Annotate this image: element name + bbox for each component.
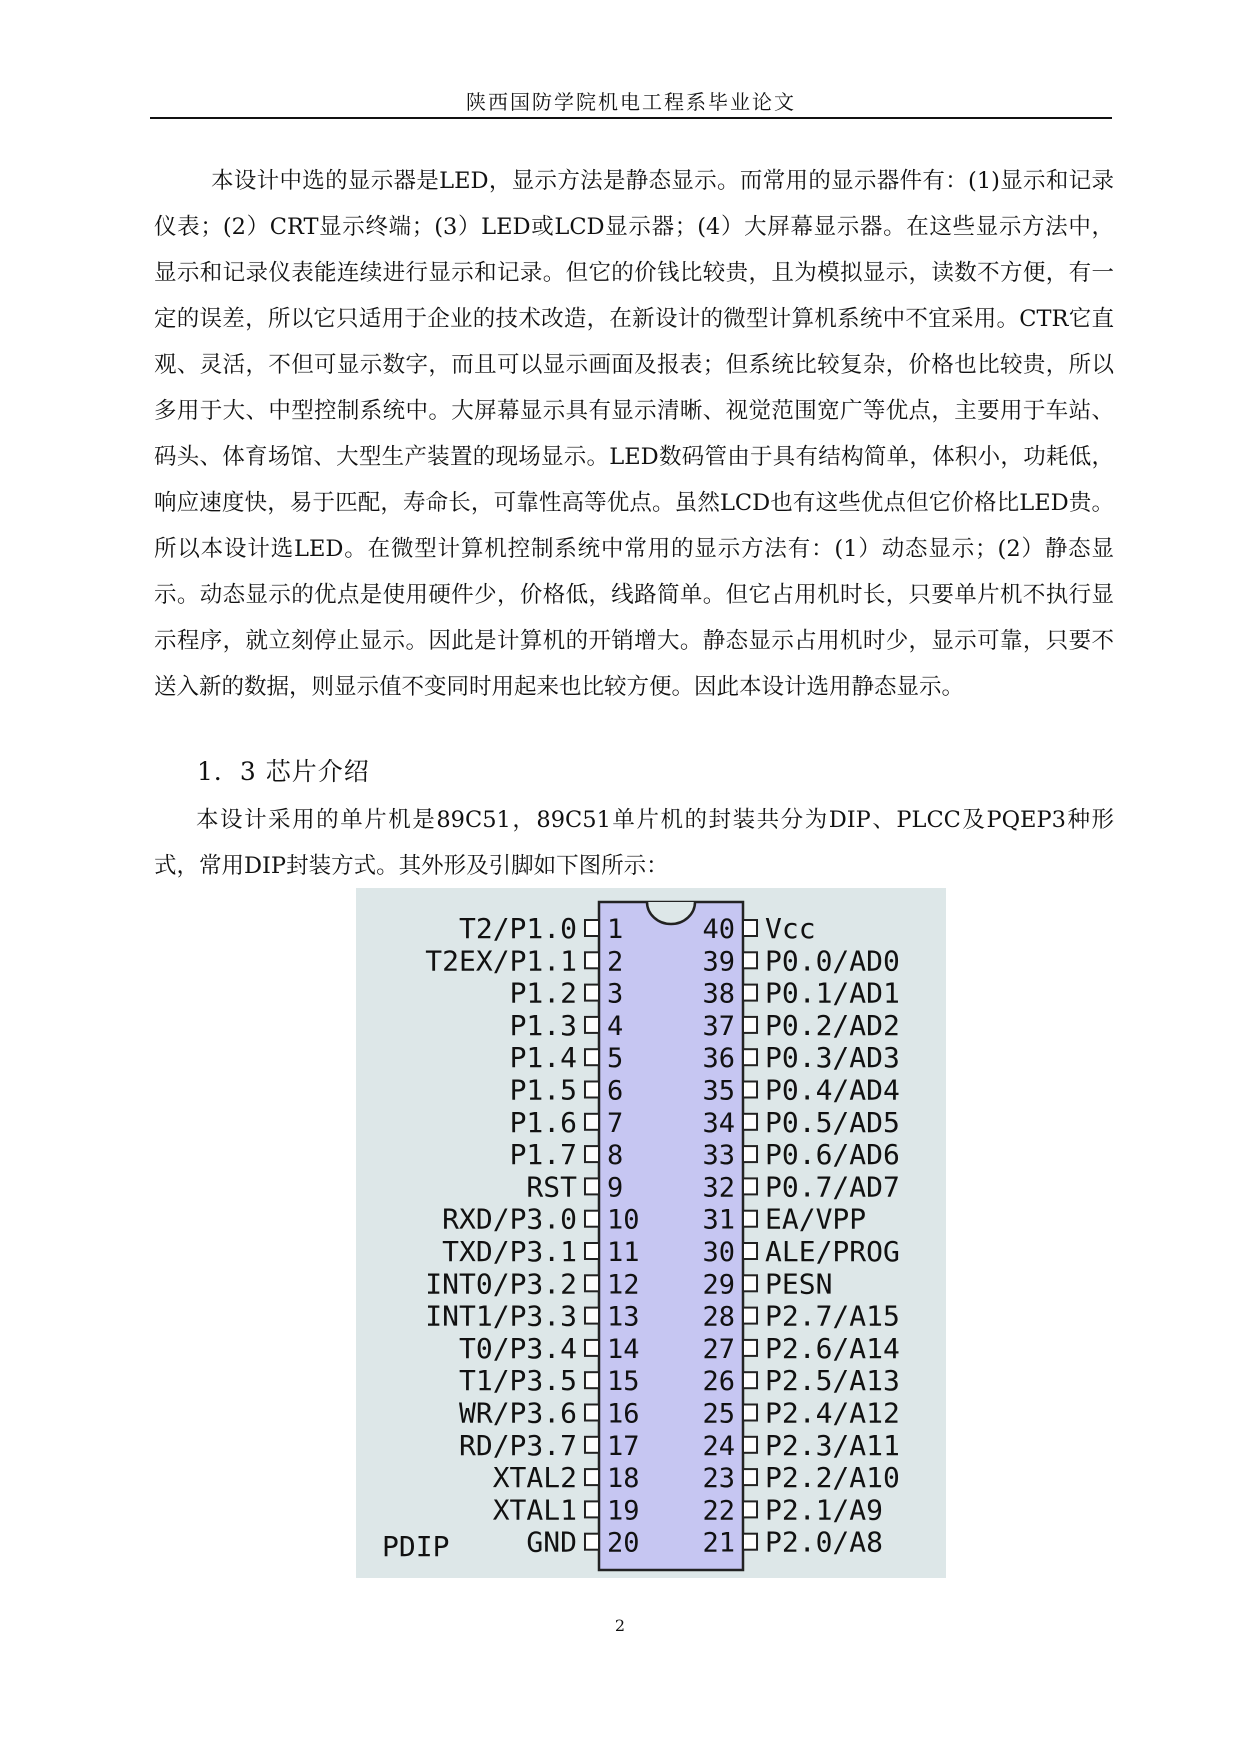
pin-number-right: 25 [702,1398,735,1430]
pin-right-37 [743,1017,757,1033]
pin-number-right: 29 [702,1269,735,1301]
pin-left-5 [585,1049,599,1065]
pin-left-17 [585,1437,599,1453]
pin-left-7 [585,1114,599,1130]
pin-right-21 [743,1534,757,1550]
pin-label-left: INT0/P3.2 [425,1267,577,1301]
pin-number-right: 23 [702,1463,735,1495]
pin-label-right: PESN [765,1267,833,1301]
pin-right-24 [743,1437,757,1453]
pin-right-27 [743,1340,757,1356]
pin-number-left: 14 [607,1333,640,1365]
pin-label-right: EA/VPP [765,1202,867,1236]
pin-left-12 [585,1275,599,1291]
body-text [154,158,1114,710]
pin-label-left: T0/P3.4 [458,1331,577,1365]
pin-right-35 [743,1082,757,1098]
pin-label-left: XTAL1 [492,1493,577,1527]
pin-label-right: ALE/PROG [765,1235,900,1268]
pin-label-left: P1.6 [509,1105,577,1139]
pin-number-right: 24 [702,1430,735,1462]
pin-number-left: 18 [607,1463,640,1495]
pin-left-9 [585,1178,599,1194]
package-label: PDIP [382,1530,450,1563]
pin-number-right: 35 [702,1075,735,1107]
pin-label-left: P1.5 [509,1073,577,1107]
pin-label-left: P1.4 [509,1041,577,1075]
pin-left-8 [585,1146,599,1162]
pin-number-right: 40 [702,914,735,945]
pin-number-left: 9 [607,1172,624,1204]
pin-label-right: P2.0/A8 [765,1525,884,1559]
pin-number-right: 21 [702,1527,735,1559]
pin-right-30 [743,1243,757,1259]
pin-number-left: 16 [607,1398,640,1430]
page-number: 2 [614,1616,626,1635]
pin-label-left: RXD/P3.0 [442,1202,577,1236]
pin-number-right: 32 [702,1172,735,1204]
pin-label-left: RST [526,1170,577,1204]
pin-number-right: 38 [702,978,735,1010]
pin-number-left: 3 [607,978,624,1010]
pin-label-right: P0.2/AD2 [765,1008,900,1042]
pin-left-19 [585,1501,599,1517]
pin-label-right: P2.6/A14 [765,1331,900,1365]
pin-left-1 [585,920,599,936]
pin-right-33 [743,1146,757,1162]
pin-label-right: P0.0/AD0 [765,944,900,978]
pin-label-right: P0.1/AD1 [765,976,900,1010]
pin-label-left: XTAL2 [492,1461,577,1495]
pin-label-right: P2.5/A13 [765,1364,900,1398]
pin-number-right: 28 [702,1301,735,1333]
pin-label-right: Vcc [765,912,816,945]
pin-label-left: GND [526,1525,577,1559]
pin-label-left: INT1/P3.3 [425,1299,577,1333]
pin-right-23 [743,1469,757,1485]
page-header: 陕西国防学院机电工程系毕业论文 [466,90,796,114]
pin-left-11 [585,1243,599,1259]
pin-left-2 [585,952,599,968]
pin-number-left: 5 [607,1043,624,1075]
pin-label-left: TXD/P3.1 [442,1235,577,1268]
pin-left-10 [585,1211,599,1227]
pin-number-right: 26 [702,1366,735,1398]
paragraph-chip-intro: 本设计采用的单片机是89C51，89C51单片机的封装共分为DIP、PLCC及PQEP3种形式，常用DIP封装方式。其外形及引脚如下图所示： [154,807,1114,879]
pin-label-right: P0.3/AD3 [765,1041,900,1075]
pin-number-left: 12 [607,1269,640,1301]
pin-right-26 [743,1372,757,1388]
pin-left-6 [585,1082,599,1098]
section-heading: 1．3 芯片介绍 [197,757,370,786]
pin-label-left: T2EX/P1.1 [425,944,577,978]
pin-right-40 [743,920,757,936]
pin-number-right: 27 [702,1333,735,1365]
pin-label-right: P2.1/A9 [765,1493,884,1527]
pin-number-left: 10 [607,1204,640,1236]
pin-right-29 [743,1275,757,1291]
pin-label-left: P1.2 [509,976,577,1010]
pin-right-31 [743,1211,757,1227]
pin-number-left: 13 [607,1301,640,1333]
pin-right-25 [743,1405,757,1421]
pin-number-right: 34 [702,1107,735,1139]
pin-right-22 [743,1501,757,1517]
pin-label-left: T1/P3.5 [458,1364,577,1398]
pin-number-left: 11 [607,1237,640,1268]
pin-left-16 [585,1405,599,1421]
pin-number-left: 7 [607,1107,624,1139]
pin-right-34 [743,1114,757,1130]
pin-number-left: 15 [607,1366,640,1398]
pin-label-left: T2/P1.0 [458,912,577,945]
pin-number-left: 1 [607,914,624,945]
pin-number-left: 20 [607,1527,640,1559]
pin-label-right: P2.2/A10 [765,1461,900,1495]
pin-label-right: P0.5/AD5 [765,1105,900,1139]
chip-pinout-figure [356,888,946,1578]
pin-right-32 [743,1178,757,1194]
pin-number-right: 36 [702,1043,735,1075]
pin-right-39 [743,952,757,968]
pin-number-left: 19 [607,1495,640,1527]
pin-label-right: P2.7/A15 [765,1299,900,1333]
pin-label-right: P0.7/AD7 [765,1170,900,1204]
pin-number-right: 37 [702,1010,735,1042]
pin-number-left: 6 [607,1075,624,1107]
pin-label-left: WR/P3.6 [458,1396,577,1430]
pin-right-38 [743,985,757,1001]
pin-left-4 [585,1017,599,1033]
pin-left-14 [585,1340,599,1356]
paragraph-display-methods: 本设计中选的显示器是LED，显示方法是静态显示。而常用的显示器件有：(1)显示和记录仪表；(2）CRT显示终端；(3）LED或LCD显示器；(4）大屏幕显示器。在这些显示方法中，显示和记录仪表能连续进行显示和记录。但它的价钱比较贵，且为模拟显示，读数不方便，有一定的误差，所以它只适用于企业的技术改造，在新设计的微型计算机系统中不宜采用。CTR它直观、灵活，不但可显示数字，而且可以显示画面及报表；但系统比较复杂，价格也比较贵，所以多用于大、中型控制系统中。大屏幕显示具有显示清晰、视觉范围宽广等优点，主要用于车站、码头、体育场馆、大型生产装置的现场显示。LED数码管由于具有结构简单，体积小，功耗低，响应速度快，易于匹配，寿命长，可靠性高等优点。虽然LCD也有这些优点但它价格比LED贵。所以本设计选LED。在微型计算机控制系统中常用的显示方法有：(1）动态显示；(2）静态显示。动态显示的优点是使用硬件少，价格低，线路简单。但它占用机时长，只要单片机不执行显示程序，就立刻停止显示。因此是计算机的开销增大。静态显示占用机时少，显示可靠，只要不送入新的数据，则显示值不变同时用起来也比较方便。因此本设计选用静态显示。 [154,168,1114,700]
pin-label-left: P1.3 [509,1008,577,1042]
pin-left-18 [585,1469,599,1485]
pin-left-15 [585,1372,599,1388]
pin-number-left: 17 [607,1430,640,1462]
pin-left-20 [585,1534,599,1550]
pin-number-right: 39 [702,946,735,978]
pin-left-13 [585,1308,599,1324]
pin-right-36 [743,1049,757,1065]
pin-label-right: P2.3/A11 [765,1428,900,1462]
pin-number-left: 4 [607,1010,624,1042]
pin-number-left: 8 [607,1140,624,1172]
pin-label-left: P1.7 [509,1138,577,1172]
pin-label-right: P2.4/A12 [765,1396,900,1430]
body-text-chip [154,797,1114,889]
pin-label-left: RD/P3.7 [458,1428,577,1462]
pin-number-right: 22 [702,1495,735,1527]
pin-number-right: 30 [702,1237,735,1268]
header-rule [150,117,1112,119]
pin-number-right: 33 [702,1140,735,1172]
pin-label-right: P0.6/AD6 [765,1138,900,1172]
pin-left-3 [585,985,599,1001]
pin-right-28 [743,1308,757,1324]
pin-number-right: 31 [702,1204,735,1236]
chip-pinout-diagram [356,888,946,1578]
pin-label-right: P0.4/AD4 [765,1073,900,1107]
pin-number-left: 2 [607,946,624,978]
